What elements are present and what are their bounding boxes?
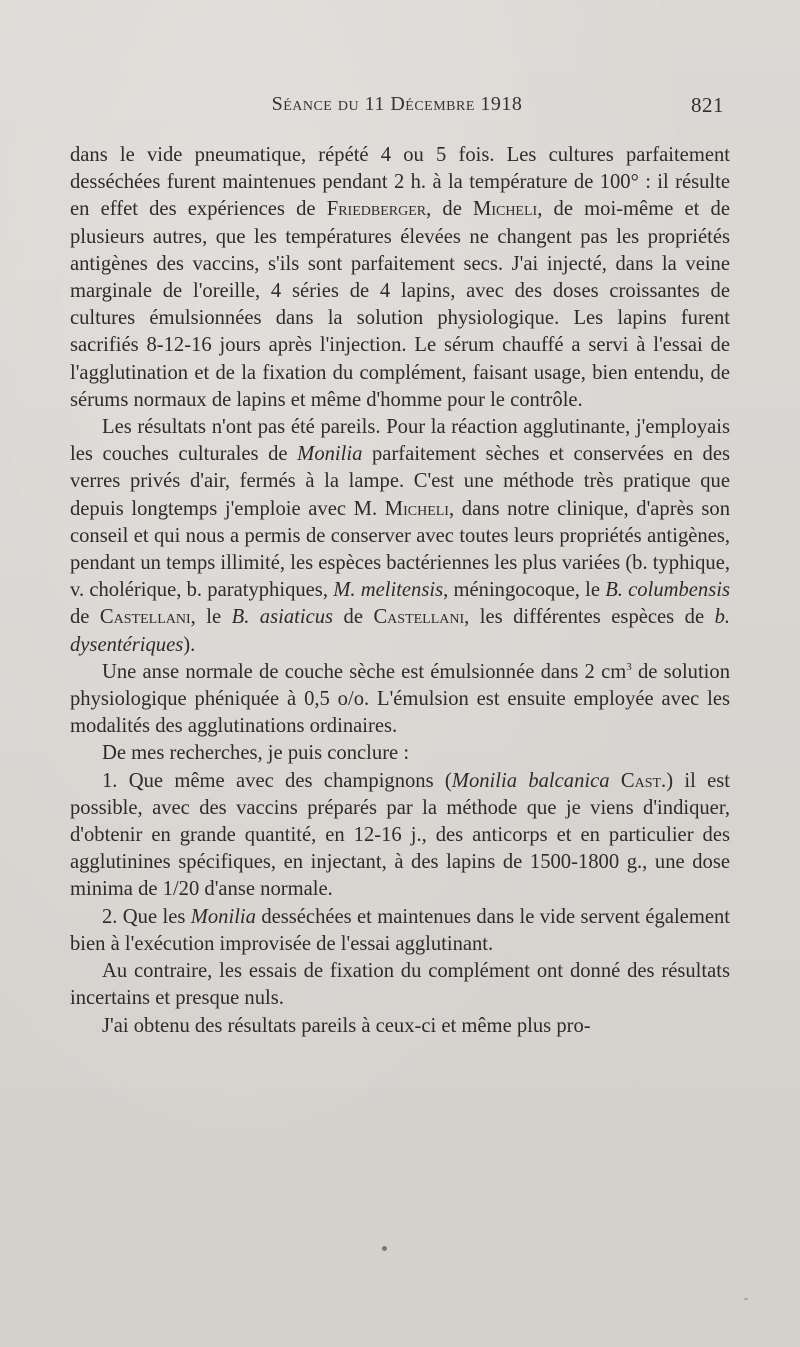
paragraph-1 (70, 142, 730, 414)
text-run: ) il est possible, avec des vaccins préparés par la méthode que je viens d'indiquer, d'obtenir en grande quantité, en 12-16 j., des anticorps et en particulier des agglutinines spécifiques, en injectant, à des lapins de 1500-1800 g., une dose minima de 1/20 d'anse normale. (70, 769, 730, 901)
species-name: M. melitensis (333, 579, 444, 602)
text-run: , les différentes espèces de (464, 606, 715, 629)
author-name: Micheli (384, 497, 449, 520)
text-run: Les résultats n'ont pas été pareils. Pour la réaction agglutinante, j'employais les couches culturales de (70, 416, 730, 466)
conclusion-2 (70, 904, 730, 958)
paragraph-2 (70, 414, 730, 659)
text-run: , méningocoque, le (443, 579, 606, 602)
text-run: Une anse normale de couche sèche est émulsionnée dans 2 cm (102, 660, 627, 683)
author-name: Cast. (609, 769, 667, 792)
species-name: B. columbensis (605, 579, 730, 602)
author-name: Castellani (99, 606, 191, 629)
species-name: Monilia (190, 905, 256, 928)
text-run: 1. Que même avec des champignons ( (102, 769, 452, 792)
author-name: Friedberger (326, 198, 427, 221)
author-name: Micheli (473, 198, 538, 221)
superscript: 3 (626, 661, 632, 673)
species-name: Monilia (297, 443, 363, 466)
text-run: dans le vide pneumatique, répété 4 ou 5 fois. Les cultures parfaitement desséchées furent maintenues pendant 2 h. à la température de 100° : il résulte en effet des expériences de (70, 144, 730, 221)
text-run: parfaitement sèches et conservées en des verres privés d'air, fermés à la lampe. C'est une méthode très pratique que depuis longtemps j'emploie avec M. (70, 443, 730, 520)
text-run: , dans notre clinique, d'après son conseil et qui nous a permis de conserver avec toutes leurs propriétés antigènes, pendant un temps illimité, les espèces bactériennes les plus variées (b. typhique, v. cholérique, b. paratyphiques, (70, 497, 730, 602)
species-name: b. dysentériques (70, 606, 731, 656)
species-name: B. asiaticus (231, 606, 334, 629)
ink-speck (744, 1298, 748, 1300)
running-title: Séance du 11 Décembre 1918 (271, 93, 523, 115)
page-header (70, 93, 724, 123)
text-run: , de (426, 198, 474, 221)
paragraph-4: De mes recherches, je puis conclure : (102, 742, 410, 765)
text-run: de (70, 606, 100, 629)
text-run: de (333, 606, 374, 629)
species-name: Monilia balcanica (451, 769, 610, 792)
conclusion-1 (70, 768, 730, 904)
text-run: , le (190, 606, 232, 629)
page-number: 821 (691, 93, 724, 117)
text-run: desséchées et maintenues dans le vide servent également bien à l'exécution improvisée de l'essai agglutinant. (70, 905, 730, 955)
ink-speck (382, 1246, 387, 1251)
text-run: 2. Que les (102, 905, 191, 928)
text-run: de solution physiologique phéniquée à 0,5 o/o. L'émulsion est ensuite employée avec les modalités des agglutinations ordinaires. (70, 660, 730, 738)
text-run: ). (183, 633, 196, 656)
paragraph-3 (70, 659, 730, 741)
text-run: , de moi-même et de plusieurs autres, que les températures élevées ne changent pas les propriétés antigènes des vaccins, s'ils sont parfaitement secs. J'ai injecté, dans la veine marginale de l'oreille, 4 séries de 4 lapins, avec des doses croissantes de cultures émulsionnées dans la solution physiologique. Les lapins furent sacrifiés 8-12-16 jours après l'injection. Le sérum chauffé a servi à l'essai de l'agglutination et de la fixation du complément, faisant usage, bien entendu, de sérums normaux de lapins et même d'homme pour le contrôle. (70, 198, 730, 411)
body-text (70, 142, 730, 1040)
paragraph-7: Au contraire, les essais de fixation du complément ont donné des résultats incertains et presque nuls. (70, 960, 730, 1010)
author-name: Castellani (373, 606, 465, 629)
paragraph-8: J'ai obtenu des résultats pareils à ceux-ci et même plus pro- (102, 1014, 591, 1037)
